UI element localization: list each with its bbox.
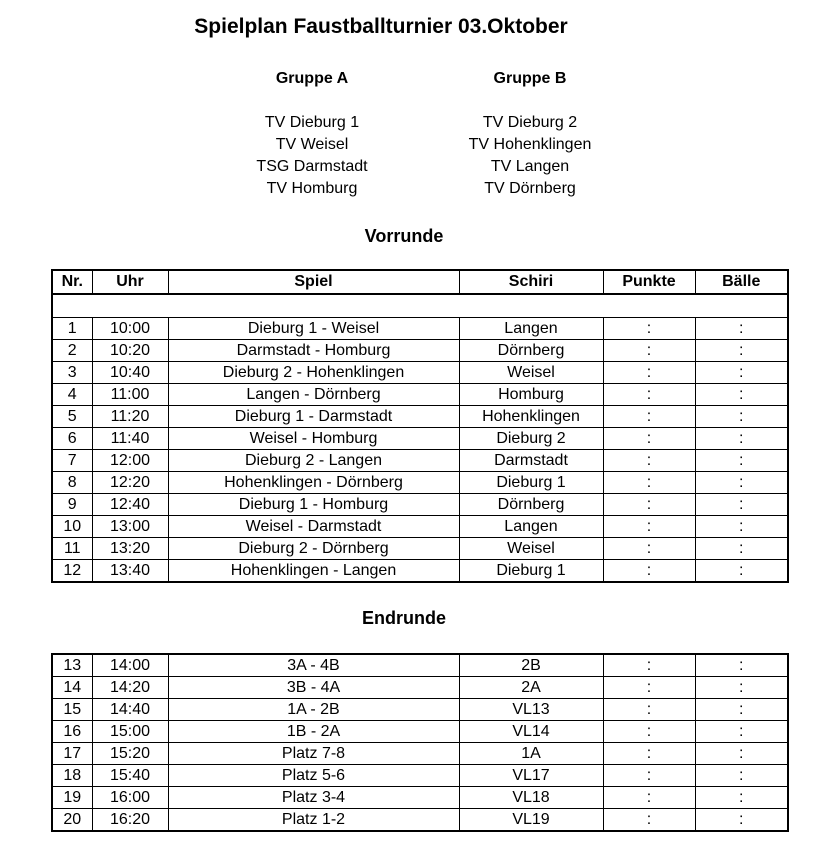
cell-schiri: VL18: [459, 787, 603, 809]
cell-nr: 18: [52, 765, 92, 787]
cell-schiri: Langen: [459, 318, 603, 340]
cell-punkte: :: [603, 560, 695, 583]
cell-punkte: :: [603, 406, 695, 428]
cell-uhr: 12:00: [92, 450, 168, 472]
endrunde-title: Endrunde: [362, 608, 446, 628]
cell-punkte: :: [603, 765, 695, 787]
cell-nr: 20: [52, 809, 92, 832]
cell-punkte: :: [603, 450, 695, 472]
cell-schiri: Darmstadt: [459, 450, 603, 472]
cell-baelle: :: [695, 560, 788, 583]
table-row: [52, 677, 788, 699]
cell-spiel: Dieburg 1 - Darmstadt: [168, 406, 459, 428]
table-row: [52, 743, 788, 765]
header-uhr: Uhr: [92, 270, 168, 294]
table-row: [52, 809, 788, 832]
cell-punkte: :: [603, 743, 695, 765]
cell-baelle: :: [695, 677, 788, 699]
cell-spiel: Langen - Dörnberg: [168, 384, 459, 406]
cell-nr: 11: [52, 538, 92, 560]
cell-baelle: :: [695, 472, 788, 494]
cell-baelle: :: [695, 428, 788, 450]
cell-baelle: :: [695, 787, 788, 809]
cell-baelle: :: [695, 765, 788, 787]
cell-schiri: 2A: [459, 677, 603, 699]
cell-nr: 15: [52, 699, 92, 721]
cell-schiri: Homburg: [459, 384, 603, 406]
cell-spiel: Hohenklingen - Dörnberg: [168, 472, 459, 494]
blank-cell: [52, 294, 788, 318]
table-row: [52, 406, 788, 428]
cell-uhr: 14:00: [92, 654, 168, 677]
vorrunde-title: Vorrunde: [364, 226, 444, 246]
cell-baelle: :: [695, 743, 788, 765]
header-punkte: Punkte: [603, 270, 695, 294]
table-row: [52, 494, 788, 516]
cell-nr: 12: [52, 560, 92, 583]
cell-spiel: Platz 5-6: [168, 765, 459, 787]
cell-baelle: :: [695, 318, 788, 340]
cell-punkte: :: [603, 677, 695, 699]
cell-nr: 13: [52, 654, 92, 677]
cell-punkte: :: [603, 384, 695, 406]
cell-punkte: :: [603, 340, 695, 362]
cell-nr: 17: [52, 743, 92, 765]
table-row: [52, 428, 788, 450]
table-row: [52, 340, 788, 362]
cell-uhr: 11:20: [92, 406, 168, 428]
cell-baelle: :: [695, 384, 788, 406]
group-b-team: TV Langen: [490, 158, 570, 175]
cell-punkte: :: [603, 428, 695, 450]
cell-baelle: :: [695, 494, 788, 516]
cell-baelle: :: [695, 538, 788, 560]
table-row: [52, 384, 788, 406]
table-row: [52, 516, 788, 538]
table-row: [52, 699, 788, 721]
cell-uhr: 13:00: [92, 516, 168, 538]
cell-nr: 16: [52, 721, 92, 743]
cell-uhr: 12:40: [92, 494, 168, 516]
group-a-title: Gruppe A: [275, 70, 349, 87]
cell-spiel: Hohenklingen - Langen: [168, 560, 459, 583]
header-schiri: Schiri: [459, 270, 603, 294]
group-b: [440, 68, 620, 200]
cell-nr: 14: [52, 677, 92, 699]
group-a-team: TV Weisel: [275, 136, 349, 153]
cell-schiri: Langen: [459, 516, 603, 538]
cell-uhr: 14:20: [92, 677, 168, 699]
cell-spiel: 3B - 4A: [168, 677, 459, 699]
cell-baelle: :: [695, 406, 788, 428]
header-nr: Nr.: [52, 270, 92, 294]
cell-punkte: :: [603, 472, 695, 494]
cell-spiel: Weisel - Homburg: [168, 428, 459, 450]
cell-schiri: VL17: [459, 765, 603, 787]
cell-uhr: 14:40: [92, 699, 168, 721]
cell-spiel: 3A - 4B: [168, 654, 459, 677]
table-row: [52, 362, 788, 384]
vorrunde-table: [51, 269, 789, 583]
cell-spiel: Dieburg 1 - Weisel: [168, 318, 459, 340]
cell-uhr: 16:20: [92, 809, 168, 832]
cell-punkte: :: [603, 809, 695, 832]
cell-nr: 4: [52, 384, 92, 406]
cell-baelle: :: [695, 450, 788, 472]
cell-uhr: 15:40: [92, 765, 168, 787]
cell-punkte: :: [603, 721, 695, 743]
group-b-team: TV Dieburg 2: [482, 114, 578, 131]
cell-spiel: 1B - 2A: [168, 721, 459, 743]
group-b-team: TV Dörnberg: [484, 180, 576, 197]
table-row: [52, 654, 788, 677]
cell-nr: 19: [52, 787, 92, 809]
cell-baelle: :: [695, 699, 788, 721]
cell-spiel: Platz 1-2: [168, 809, 459, 832]
cell-uhr: 11:40: [92, 428, 168, 450]
vorrunde-body: [52, 294, 788, 582]
cell-spiel: Platz 3-4: [168, 787, 459, 809]
cell-spiel: Weisel - Darmstadt: [168, 516, 459, 538]
cell-spiel: Dieburg 2 - Hohenklingen: [168, 362, 459, 384]
cell-nr: 5: [52, 406, 92, 428]
cell-uhr: 10:00: [92, 318, 168, 340]
cell-schiri: VL14: [459, 721, 603, 743]
page-title: Spielplan Faustballturnier 03.Oktober: [194, 15, 568, 38]
cell-schiri: Hohenklingen: [459, 406, 603, 428]
cell-baelle: :: [695, 721, 788, 743]
cell-schiri: Weisel: [459, 362, 603, 384]
blank-row: [52, 294, 788, 318]
header-baelle: Bälle: [695, 270, 788, 294]
table-row: [52, 472, 788, 494]
table-row: [52, 765, 788, 787]
cell-uhr: 16:00: [92, 787, 168, 809]
cell-punkte: :: [603, 516, 695, 538]
cell-punkte: :: [603, 699, 695, 721]
table-row: [52, 560, 788, 583]
cell-uhr: 13:40: [92, 560, 168, 583]
table-row: [52, 787, 788, 809]
cell-baelle: :: [695, 654, 788, 677]
cell-uhr: 11:00: [92, 384, 168, 406]
cell-punkte: :: [603, 654, 695, 677]
cell-spiel: 1A - 2B: [168, 699, 459, 721]
cell-schiri: VL19: [459, 809, 603, 832]
cell-nr: 2: [52, 340, 92, 362]
cell-punkte: :: [603, 362, 695, 384]
header-spiel: Spiel: [168, 270, 459, 294]
cell-baelle: :: [695, 516, 788, 538]
cell-schiri: Dörnberg: [459, 340, 603, 362]
cell-schiri: Dörnberg: [459, 494, 603, 516]
cell-nr: 8: [52, 472, 92, 494]
cell-uhr: 13:20: [92, 538, 168, 560]
cell-schiri: Dieburg 1: [459, 560, 603, 583]
cell-nr: 1: [52, 318, 92, 340]
cell-schiri: Dieburg 1: [459, 472, 603, 494]
table-row: [52, 318, 788, 340]
cell-nr: 9: [52, 494, 92, 516]
cell-spiel: Dieburg 2 - Langen: [168, 450, 459, 472]
endrunde-body: [52, 654, 788, 831]
group-a-team: TV Dieburg 1: [264, 114, 360, 131]
group-b-team: TV Hohenklingen: [468, 136, 592, 153]
cell-spiel: Platz 7-8: [168, 743, 459, 765]
cell-spiel: Dieburg 1 - Homburg: [168, 494, 459, 516]
cell-uhr: 15:20: [92, 743, 168, 765]
cell-schiri: Dieburg 2: [459, 428, 603, 450]
cell-punkte: :: [603, 318, 695, 340]
group-a-team: TV Homburg: [266, 180, 358, 197]
group-a: [222, 68, 402, 200]
table-row: [52, 538, 788, 560]
cell-uhr: 10:20: [92, 340, 168, 362]
cell-uhr: 12:20: [92, 472, 168, 494]
cell-punkte: :: [603, 538, 695, 560]
cell-nr: 3: [52, 362, 92, 384]
group-b-title: Gruppe B: [493, 70, 567, 87]
cell-spiel: Darmstadt - Homburg: [168, 340, 459, 362]
cell-nr: 7: [52, 450, 92, 472]
cell-nr: 6: [52, 428, 92, 450]
cell-uhr: 10:40: [92, 362, 168, 384]
cell-punkte: :: [603, 494, 695, 516]
cell-spiel: Dieburg 2 - Dörnberg: [168, 538, 459, 560]
cell-uhr: 15:00: [92, 721, 168, 743]
cell-baelle: :: [695, 362, 788, 384]
cell-schiri: VL13: [459, 699, 603, 721]
cell-baelle: :: [695, 809, 788, 832]
cell-schiri: 2B: [459, 654, 603, 677]
cell-nr: 10: [52, 516, 92, 538]
cell-schiri: Weisel: [459, 538, 603, 560]
endrunde-table: [51, 653, 789, 832]
table-row: [52, 450, 788, 472]
group-a-team: TSG Darmstadt: [256, 158, 368, 175]
cell-punkte: :: [603, 787, 695, 809]
cell-baelle: :: [695, 340, 788, 362]
cell-schiri: 1A: [459, 743, 603, 765]
table-header-row: [52, 270, 788, 294]
table-row: [52, 721, 788, 743]
